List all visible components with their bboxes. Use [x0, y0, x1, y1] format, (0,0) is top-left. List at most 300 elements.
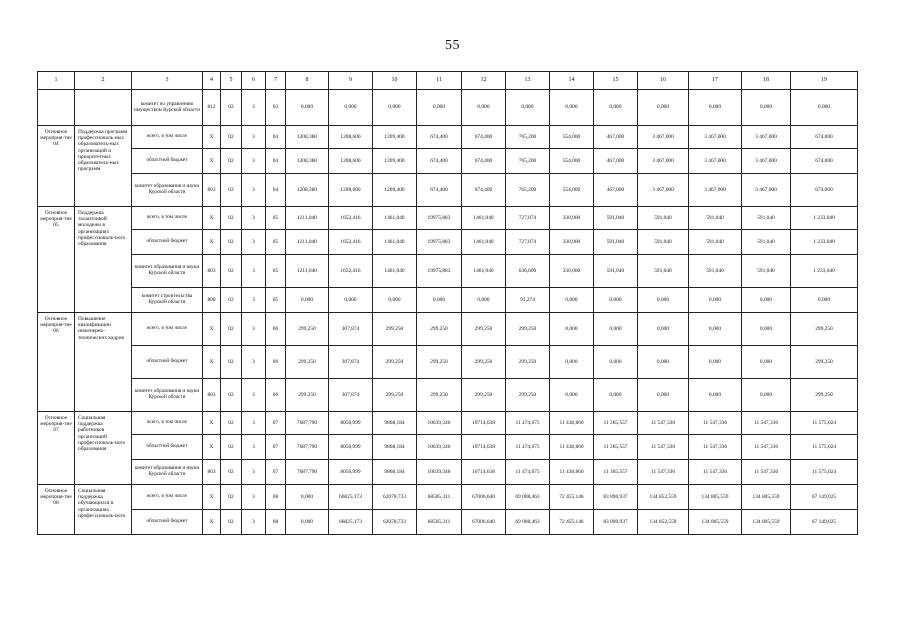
amount-cell: 467,000 [594, 174, 638, 207]
amount-cell: 11 474,675 [506, 460, 550, 485]
executor-cell: областной бюджет [132, 149, 203, 174]
amount-cell: 1652,416 [329, 255, 373, 288]
executor-cell: всего, в том числе [132, 412, 203, 435]
amount-cell: 91,274 [506, 288, 550, 313]
code-cell: Х [203, 412, 221, 435]
amount-cell: 591,040 [638, 255, 689, 288]
amount-cell: 0,000 [638, 90, 689, 126]
amount-cell: 591,040 [689, 230, 742, 255]
amount-cell: 69 008,463 [506, 510, 550, 535]
code-cell: Х [203, 149, 221, 174]
amount-cell: 11 438,860 [550, 412, 594, 435]
amount-cell: 591,040 [638, 230, 689, 255]
amount-cell: 765,200 [506, 126, 550, 149]
code-cell: 05 [266, 230, 286, 255]
amount-cell: 11 547,336 [638, 460, 689, 485]
page-number: 55 [445, 38, 460, 53]
column-header: 11 [417, 72, 462, 90]
amount-cell: 11 575,024 [791, 412, 858, 435]
column-header: 4 [203, 72, 221, 90]
activity-title: Основное мероприя-тие 06 [38, 313, 75, 412]
code-cell: 02 [221, 379, 242, 412]
amount-cell: 72 455,146 [550, 510, 594, 535]
table-row [38, 510, 858, 535]
amount-cell: 3 467,000 [742, 126, 791, 149]
amount-cell: 299,250 [417, 379, 462, 412]
code-cell: 3 [242, 288, 266, 313]
code-cell: 803 [203, 379, 221, 412]
table-row [38, 412, 858, 435]
amount-cell: 67006,640 [462, 485, 506, 510]
table-row [38, 149, 858, 174]
amount-cell: 0,000 [791, 288, 858, 313]
code-cell: 05 [266, 288, 286, 313]
code-cell: 803 [203, 174, 221, 207]
column-header: 18 [742, 72, 791, 90]
activity-title: Основное мероприя-тие 08 [38, 485, 75, 535]
amount-cell: 0,000 [689, 313, 742, 346]
amount-cell: 591,040 [742, 230, 791, 255]
code-cell: 3 [242, 435, 266, 460]
amount-cell: 1461,040 [373, 255, 417, 288]
activity-title: Основное мероприя-тие 05 [38, 207, 75, 313]
amount-cell: 0,000 [742, 90, 791, 126]
executor-cell: областной бюджет [132, 435, 203, 460]
amount-cell: 0,000 [329, 288, 373, 313]
code-cell: 3 [242, 412, 266, 435]
code-cell: 3 [242, 174, 266, 207]
amount-cell: 0,000 [638, 379, 689, 412]
amount-cell: 299,250 [286, 346, 329, 379]
program-name: Поддержка талантливой молодежи в организациях профессиональ-ного образования [75, 207, 132, 313]
code-cell: 05 [266, 255, 286, 288]
amount-cell: 0,000 [329, 90, 373, 126]
code-cell: 02 [221, 230, 242, 255]
executor-cell: комитет образования и науки Курской области [132, 460, 203, 485]
code-cell: 3 [242, 126, 266, 149]
code-cell: Х [203, 510, 221, 535]
code-cell: 07 [266, 460, 286, 485]
amount-cell: 68505,311 [417, 510, 462, 535]
amount-cell: 0,000 [286, 90, 329, 126]
amount-cell: 11 438,860 [550, 460, 594, 485]
amount-cell: 299,250 [506, 313, 550, 346]
amount-cell: 134 805,559 [742, 510, 791, 535]
amount-cell: 83 890,937 [594, 510, 638, 535]
table-row [38, 346, 858, 379]
amount-cell: 0,000 [373, 288, 417, 313]
table-row [38, 207, 858, 230]
amount-cell: 299,250 [286, 379, 329, 412]
amount-cell: 3 467,000 [689, 174, 742, 207]
executor-cell: комитет образования и науки Курской области [132, 174, 203, 207]
amount-cell: 765,200 [506, 174, 550, 207]
amount-cell: 19975,883 [417, 230, 462, 255]
amount-cell: 11 547,336 [742, 412, 791, 435]
code-cell: 02 [221, 435, 242, 460]
amount-cell: 3 467,000 [638, 149, 689, 174]
amount-cell: 11 474,675 [506, 412, 550, 435]
code-cell: 02 [221, 255, 242, 288]
code-cell: 02 [221, 460, 242, 485]
amount-cell: 554,000 [550, 149, 594, 174]
amount-cell: 134 805,559 [742, 485, 791, 510]
amount-cell: 1461,040 [373, 230, 417, 255]
amount-cell: 0,000 [594, 379, 638, 412]
column-header: 1 [38, 72, 75, 90]
executor-cell: областной бюджет [132, 230, 203, 255]
executor-cell: всего, в том числе [132, 126, 203, 149]
amount-cell: 299,250 [373, 379, 417, 412]
amount-cell: 1652,416 [329, 207, 373, 230]
code-cell: 02 [221, 149, 242, 174]
amount-cell: 674,400 [462, 174, 506, 207]
column-header: 2 [75, 72, 132, 90]
amount-cell: 299,250 [791, 313, 858, 346]
amount-cell: 0,000 [594, 346, 638, 379]
amount-cell: 0,000 [550, 346, 594, 379]
amount-cell: 330,000 [550, 255, 594, 288]
amount-cell: 66825,173 [329, 510, 373, 535]
table-row [38, 313, 858, 346]
amount-cell: 0,000 [742, 379, 791, 412]
amount-cell: 0,000 [286, 288, 329, 313]
column-header: 9 [329, 72, 373, 90]
executor-cell: комитет образования и науки Курской области [132, 379, 203, 412]
amount-cell: 11 547,336 [638, 435, 689, 460]
amount-cell: 591,040 [689, 207, 742, 230]
code-cell: 02 [221, 485, 242, 510]
amount-cell: 10714,638 [462, 412, 506, 435]
amount-cell: 299,250 [373, 346, 417, 379]
amount-cell: 83 890,937 [594, 485, 638, 510]
amount-cell: 10039,346 [417, 412, 462, 435]
amount-cell: 3 467,000 [638, 126, 689, 149]
amount-cell: 307,874 [329, 379, 373, 412]
amount-cell: 8056,099 [329, 460, 373, 485]
amount-cell: 134 805,559 [689, 510, 742, 535]
amount-cell: 1 233,040 [791, 255, 858, 288]
amount-cell: 8056,099 [329, 412, 373, 435]
column-header: 14 [550, 72, 594, 90]
activity-title: Основное мероприя-тие 04 [38, 126, 75, 207]
column-header: 16 [638, 72, 689, 90]
code-cell: Х [203, 485, 221, 510]
amount-cell: 0,000 [638, 346, 689, 379]
code-cell: 04 [266, 174, 286, 207]
amount-cell: 62078,733 [373, 510, 417, 535]
amount-cell: 0,000 [594, 90, 638, 126]
amount-cell: 69 008,463 [506, 485, 550, 510]
code-cell: 06 [266, 313, 286, 346]
column-header: 8 [286, 72, 329, 90]
amount-cell: 11 547,336 [689, 460, 742, 485]
code-cell: 02 [221, 510, 242, 535]
code-cell: 3 [242, 90, 266, 126]
amount-cell: 10714,638 [462, 435, 506, 460]
amount-cell: 299,250 [462, 379, 506, 412]
column-header: 3 [132, 72, 203, 90]
amount-cell: 636,600 [506, 255, 550, 288]
amount-cell: 674,400 [417, 174, 462, 207]
amount-cell: 591,040 [594, 207, 638, 230]
amount-cell: 299,250 [417, 313, 462, 346]
amount-cell: 9868,184 [373, 435, 417, 460]
amount-cell: 0,000 [689, 346, 742, 379]
code-cell: Х [203, 126, 221, 149]
amount-cell: 674,400 [462, 126, 506, 149]
program-name: Повышение квалификации инженерно-технических кадров [75, 313, 132, 412]
amount-cell: 0,000 [742, 313, 791, 346]
code-cell: 02 [221, 288, 242, 313]
code-cell: 3 [242, 460, 266, 485]
amount-cell: 0,000 [689, 379, 742, 412]
code-cell: Х [203, 313, 221, 346]
amount-cell: 467,000 [594, 149, 638, 174]
budget-table [37, 71, 858, 535]
code-cell: 06 [266, 346, 286, 379]
column-header: 5 [221, 72, 242, 90]
code-cell: Х [203, 230, 221, 255]
table-row [38, 174, 858, 207]
amount-cell: 134 852,559 [638, 485, 689, 510]
amount-cell: 299,250 [791, 346, 858, 379]
amount-cell: 3 467,000 [689, 126, 742, 149]
amount-cell: 0,000 [689, 288, 742, 313]
amount-cell: 299,250 [506, 346, 550, 379]
table-row [38, 485, 858, 510]
amount-cell: 765,200 [506, 149, 550, 174]
amount-cell: 0,000 [689, 90, 742, 126]
code-cell: 02 [221, 346, 242, 379]
amount-cell: 66825,173 [329, 485, 373, 510]
amount-cell: 1209,400 [373, 149, 417, 174]
amount-cell: 3 467,000 [742, 149, 791, 174]
amount-cell: 0,000 [286, 510, 329, 535]
amount-cell: 0,000 [506, 90, 550, 126]
program-name: Социальная поддержка работников организаций профессиональ-ного образования [75, 412, 132, 485]
amount-cell: 727,874 [506, 207, 550, 230]
amount-cell: 11 547,336 [689, 435, 742, 460]
table-row [38, 126, 858, 149]
amount-cell: 674,400 [417, 149, 462, 174]
executor-cell: комитет образования и науки Курской области [132, 255, 203, 288]
amount-cell: 1652,416 [329, 230, 373, 255]
code-cell: 08 [266, 485, 286, 510]
amount-cell: 11 547,336 [689, 412, 742, 435]
amount-cell: 0,000 [550, 288, 594, 313]
amount-cell: 0,000 [594, 288, 638, 313]
amount-cell: 19975,883 [417, 207, 462, 230]
amount-cell: 0,000 [417, 90, 462, 126]
code-cell: 3 [242, 230, 266, 255]
executor-cell: всего, в том числе [132, 207, 203, 230]
amount-cell: 1 233,040 [791, 207, 858, 230]
code-cell: 03 [266, 90, 286, 126]
program-name [75, 90, 132, 126]
column-header: 15 [594, 72, 638, 90]
amount-cell: 591,040 [742, 207, 791, 230]
header-row [38, 72, 858, 90]
amount-cell: 674,000 [791, 174, 858, 207]
amount-cell: 330,000 [550, 230, 594, 255]
amount-cell: 68505,311 [417, 485, 462, 510]
amount-cell: 467,000 [594, 126, 638, 149]
amount-cell: 7687,790 [286, 435, 329, 460]
amount-cell: 0,000 [417, 288, 462, 313]
amount-cell: 3 467,000 [689, 149, 742, 174]
amount-cell: 10714,638 [462, 460, 506, 485]
amount-cell: 1209,400 [373, 174, 417, 207]
amount-cell: 299,250 [373, 313, 417, 346]
executor-cell: областной бюджет [132, 346, 203, 379]
code-cell: 3 [242, 510, 266, 535]
code-cell: 05 [266, 207, 286, 230]
amount-cell: 7687,790 [286, 460, 329, 485]
amount-cell: 62078,733 [373, 485, 417, 510]
code-cell: Х [203, 207, 221, 230]
amount-cell: 11 438,860 [550, 435, 594, 460]
amount-cell: 554,000 [550, 174, 594, 207]
code-cell: 06 [266, 379, 286, 412]
amount-cell: 1461,040 [462, 255, 506, 288]
code-cell: 07 [266, 412, 286, 435]
amount-cell: 0,000 [373, 90, 417, 126]
column-header: 13 [506, 72, 550, 90]
amount-cell: 299,250 [791, 379, 858, 412]
amount-cell: 11 575,024 [791, 435, 858, 460]
program-name: Поддержка программ профессиональ-ных образователь-ных организаций и приоритетных образователь-ных программ [75, 126, 132, 207]
column-header: 17 [689, 72, 742, 90]
amount-cell: 0,000 [791, 90, 858, 126]
code-cell: 808 [203, 288, 221, 313]
amount-cell: 1211,040 [286, 230, 329, 255]
executor-cell: всего, в том числе [132, 485, 203, 510]
code-cell: 04 [266, 149, 286, 174]
amount-cell: 9868,184 [373, 460, 417, 485]
amount-cell: 72 455,146 [550, 485, 594, 510]
amount-cell: 299,250 [462, 346, 506, 379]
amount-cell: 591,040 [638, 207, 689, 230]
amount-cell: 11 547,336 [638, 412, 689, 435]
code-cell: 02 [221, 313, 242, 346]
code-cell: 3 [242, 149, 266, 174]
amount-cell: 1211,040 [286, 255, 329, 288]
code-cell: 803 [203, 255, 221, 288]
amount-cell: 0,000 [638, 288, 689, 313]
amount-cell: 134 805,559 [689, 485, 742, 510]
amount-cell: 67 149,025 [791, 510, 858, 535]
amount-cell: 8056,099 [329, 435, 373, 460]
executor-cell: комитет по управлению имуществом Курской области [132, 90, 203, 126]
code-cell: 08 [266, 510, 286, 535]
amount-cell: 1209,400 [373, 126, 417, 149]
amount-cell: 0,000 [286, 485, 329, 510]
code-cell: 02 [221, 126, 242, 149]
amount-cell: 1461,040 [462, 230, 506, 255]
amount-cell: 0,000 [594, 313, 638, 346]
table-row [38, 288, 858, 313]
amount-cell: 9868,184 [373, 412, 417, 435]
amount-cell: 674,400 [462, 149, 506, 174]
amount-cell: 11 547,336 [742, 460, 791, 485]
code-cell: 812 [203, 90, 221, 126]
code-cell: Х [203, 346, 221, 379]
amount-cell: 299,250 [286, 313, 329, 346]
activity-title: Основное мероприя-тие 07 [38, 412, 75, 485]
program-name: Социальная поддержка обучающихся в организациях профессиональ-ного [75, 485, 132, 535]
amount-cell: 1211,040 [286, 207, 329, 230]
amount-cell: 3 467,000 [638, 174, 689, 207]
amount-cell: 1461,040 [462, 207, 506, 230]
amount-cell: 67 149,025 [791, 485, 858, 510]
code-cell: 3 [242, 485, 266, 510]
amount-cell: 727,874 [506, 230, 550, 255]
amount-cell: 11 547,336 [742, 435, 791, 460]
amount-cell: 11 365,557 [594, 412, 638, 435]
amount-cell: 11 365,557 [594, 435, 638, 460]
amount-cell: 307,874 [329, 313, 373, 346]
table-row [38, 460, 858, 485]
amount-cell: 0,000 [742, 346, 791, 379]
amount-cell: 1 233,040 [791, 230, 858, 255]
amount-cell: 11 474,675 [506, 435, 550, 460]
code-cell: 3 [242, 379, 266, 412]
amount-cell: 299,250 [417, 346, 462, 379]
amount-cell: 19975,883 [417, 255, 462, 288]
amount-cell: 0,000 [742, 288, 791, 313]
amount-cell: 0,000 [462, 288, 506, 313]
amount-cell: 0,000 [462, 90, 506, 126]
amount-cell: 1208,600 [329, 126, 373, 149]
executor-cell: областной бюджет [132, 510, 203, 535]
code-cell: 3 [242, 255, 266, 288]
amount-cell: 591,040 [689, 255, 742, 288]
amount-cell: 7687,790 [286, 412, 329, 435]
table-row [38, 435, 858, 460]
code-cell: 3 [242, 346, 266, 379]
amount-cell: 1208,380 [286, 126, 329, 149]
amount-cell: 11 575,024 [791, 460, 858, 485]
code-cell: 803 [203, 460, 221, 485]
code-cell: 3 [242, 313, 266, 346]
amount-cell: 330,000 [550, 207, 594, 230]
code-cell: 07 [266, 435, 286, 460]
amount-cell: 591,040 [742, 255, 791, 288]
table-row [38, 230, 858, 255]
column-header: 6 [242, 72, 266, 90]
amount-cell: 1208,600 [329, 149, 373, 174]
column-header: 12 [462, 72, 506, 90]
code-cell: 3 [242, 207, 266, 230]
amount-cell: 134 852,559 [638, 510, 689, 535]
table-row [38, 90, 858, 126]
amount-cell: 3 467,000 [742, 174, 791, 207]
amount-cell: 591,040 [594, 230, 638, 255]
table-row [38, 255, 858, 288]
code-cell: 02 [221, 174, 242, 207]
amount-cell: 0,000 [550, 313, 594, 346]
column-header: 10 [373, 72, 417, 90]
column-header: 19 [791, 72, 858, 90]
column-header: 7 [266, 72, 286, 90]
amount-cell: 674,400 [417, 126, 462, 149]
table-row [38, 379, 858, 412]
amount-cell: 674,000 [791, 126, 858, 149]
amount-cell: 674,000 [791, 149, 858, 174]
amount-cell: 1208,380 [286, 174, 329, 207]
amount-cell: 67006,640 [462, 510, 506, 535]
